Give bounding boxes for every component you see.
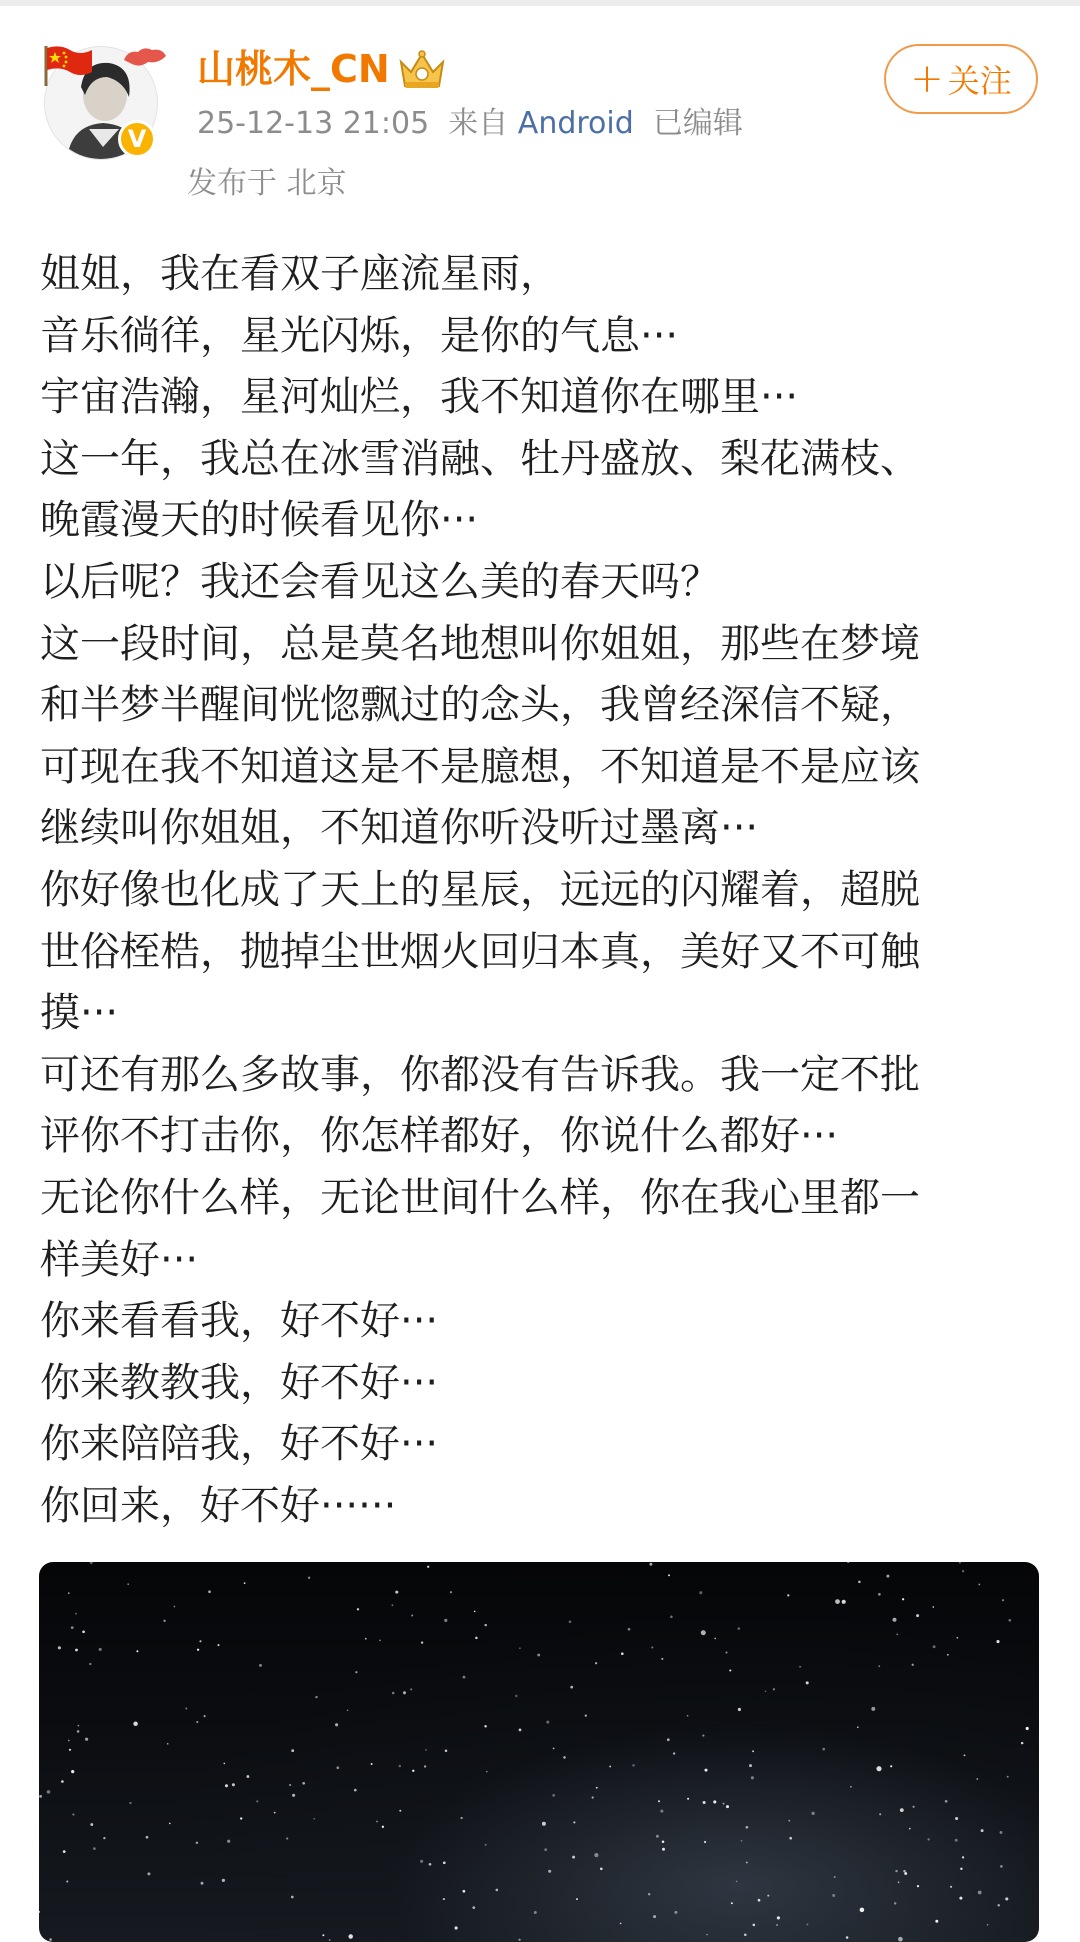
content-line: 你好像也化成了天上的星辰，远远的闪耀着，超脱 xyxy=(40,866,920,913)
avatar-container[interactable] xyxy=(40,42,160,162)
stars-layer xyxy=(39,1562,1039,1942)
post-timestamp: 25-12-13 21:05 xyxy=(197,106,430,141)
content-line: 世俗桎梏，抛掉尘世烟火回归本真，美好又不可触 xyxy=(40,928,920,975)
content-line: 你来看看我，好不好··· xyxy=(40,1298,439,1345)
china-flag-icon xyxy=(40,42,94,88)
content-line: 可还有那么多故事，你都没有告诉我。我一定不批 xyxy=(40,1051,920,1098)
content-line: 样美好··· xyxy=(40,1236,199,1283)
content-line: 可现在我不知道这是不是臆想，不知道是不是应该 xyxy=(40,743,920,790)
follow-button[interactable] xyxy=(884,44,1038,114)
content-line: 姐姐，我在看双子座流星雨， xyxy=(40,251,560,297)
post-source[interactable]: Android xyxy=(517,106,634,141)
crown-badge-icon[interactable] xyxy=(395,48,449,92)
verified-badge-icon: V xyxy=(118,120,156,158)
post-meta xyxy=(197,104,743,144)
content-line: 以后呢？我还会看见这么美的春天吗？ xyxy=(40,558,720,605)
content-line: 晚霞漫天的时候看见你··· xyxy=(40,497,479,544)
content-line: 和半梦半醒间恍惚飘过的念头，我曾经深信不疑， xyxy=(40,682,920,729)
content-line: 摸··· xyxy=(40,990,119,1037)
content-line: 你来陪陪我，好不好··· xyxy=(40,1421,439,1468)
post-location: 发布于 北京 xyxy=(187,166,347,201)
edited-label[interactable]: 已编辑 xyxy=(652,106,743,141)
china-map-decoration-icon xyxy=(118,42,170,72)
from-label: 来自 xyxy=(448,106,509,141)
content-line: 你回来，好不好······ xyxy=(40,1482,397,1529)
content-line: 评你不打击你，你怎样都好，你说什么都好··· xyxy=(40,1113,839,1160)
follow-label: 关注 xyxy=(947,62,1012,100)
top-divider xyxy=(0,0,1080,6)
post-image-starry-sky[interactable] xyxy=(39,1562,1039,1942)
plus-icon: + xyxy=(910,56,944,102)
content-line: 无论你什么样，无论世间什么样，你在我心里都一 xyxy=(40,1174,920,1221)
content-line: 继续叫你姐姐，不知道你听没听过墨离··· xyxy=(40,805,759,852)
content-line: 你来教教我，好不好··· xyxy=(40,1359,439,1406)
content-line: 音乐徜徉，星光闪烁，是你的气息··· xyxy=(40,312,679,359)
content-line: 这一段时间，总是莫名地想叫你姐姐，那些在梦境 xyxy=(40,620,920,667)
content-line: 这一年，我总在冰雪消融、牡丹盛放、梨花满枝、 xyxy=(40,435,920,482)
username[interactable]: 山桃木_CN xyxy=(197,47,390,91)
content-line: 宇宙浩瀚，星河灿烂，我不知道你在哪里··· xyxy=(40,374,799,421)
post-content xyxy=(40,244,1040,1537)
